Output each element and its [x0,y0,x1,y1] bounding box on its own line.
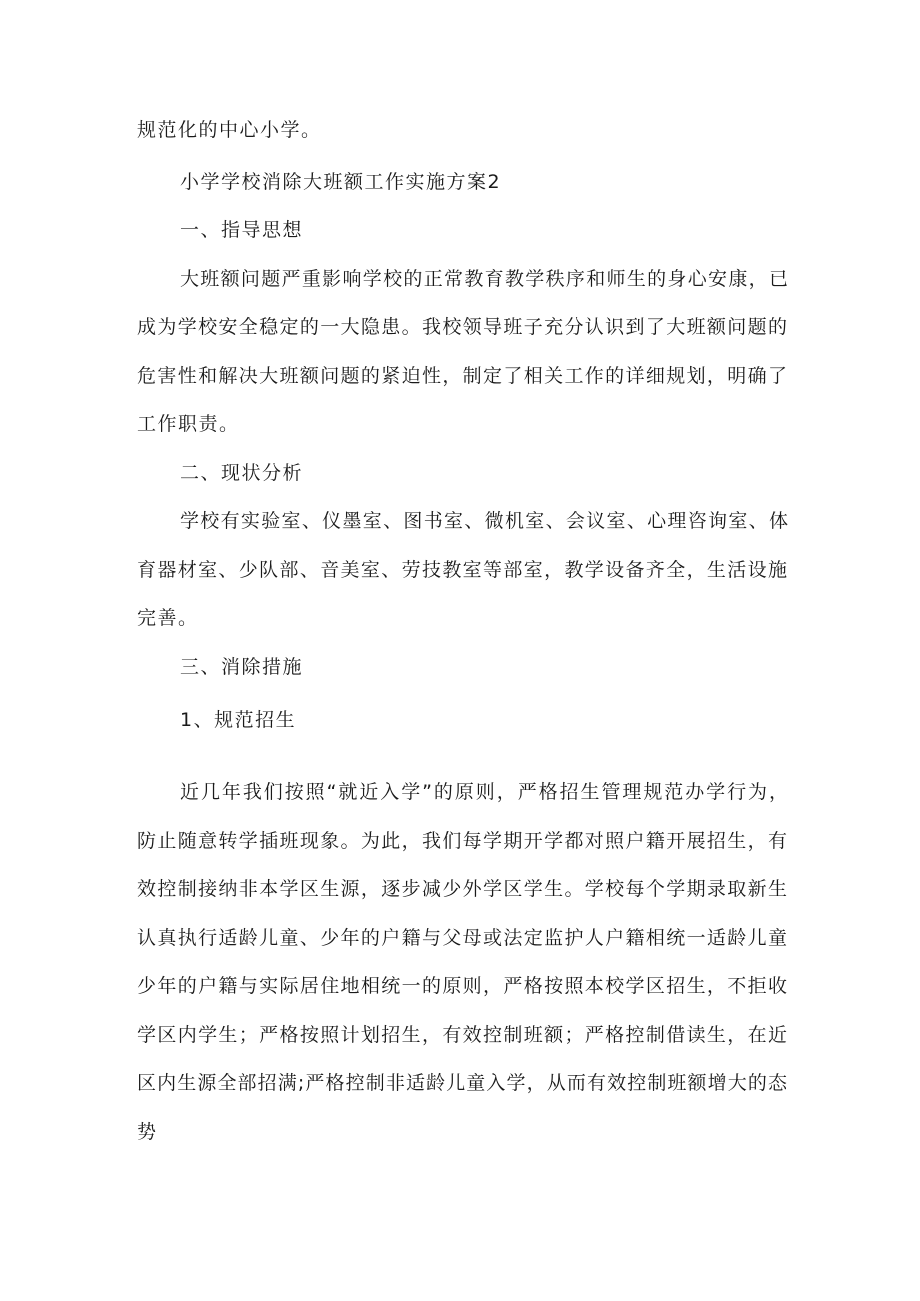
paragraph-line: 规范化的中心小学。 [137,119,322,141]
section-heading: 三、消除措施 [180,656,304,678]
paragraph-line: 育器材室、少队部、音美室、劳技教室等部室，教学设备齐全，生活设施 [137,559,787,581]
paragraph-line: 防止随意转学插班现象。为此，我们每学期开学都对照户籍开展招生，有 [137,830,787,852]
paragraph-line: 近几年我们按照“就近入学”的原则，严格招生管理规范办学行为， [180,781,788,803]
subsection-heading: 1、规范招生 [180,709,297,731]
paragraph-line: 少年的户籍与实际居住地相统一的原则，严格按照本校学区招生，不拒收 [137,975,787,997]
paragraph-line: 完善。 [137,607,199,629]
paragraph-line: 学区内学生；严格按照计划招生，有效控制班额；严格控制借读生，在近 [137,1024,787,1046]
paragraph-line: 效控制接纳非本学区生源，逐步减少外学区学生。学校每个学期录取新生 [137,878,787,900]
paragraph-line: 成为学校安全稳定的一大隐患。我校领导班子充分认识到了大班额问题的 [137,316,787,338]
paragraph-line: 势 [137,1121,158,1143]
paragraph-line: 工作职责。 [137,413,240,435]
paragraph-line: 危害性和解决大班额问题的紧迫性，制定了相关工作的详细规划，明确了 [137,365,787,387]
section-title: 小学学校消除大班额工作实施方案2 [180,171,502,193]
paragraph-line: 学校有实验室、仪墨室、图书室、微机室、会议室、心理咨询室、体 [180,510,788,532]
paragraph-line: 大班额问题严重影响学校的正常教育教学秩序和师生的身心安康，已 [180,268,788,290]
paragraph-line: 认真执行适龄儿童、少年的户籍与父母或法定监护人户籍相统一适龄儿童 [137,927,787,949]
section-heading: 二、现状分析 [180,462,304,484]
paragraph-line: 区内生源全部招满;严格控制非适龄儿童入学，从而有效控制班额增大的态 [137,1072,787,1094]
section-heading: 一、指导思想 [180,219,304,241]
